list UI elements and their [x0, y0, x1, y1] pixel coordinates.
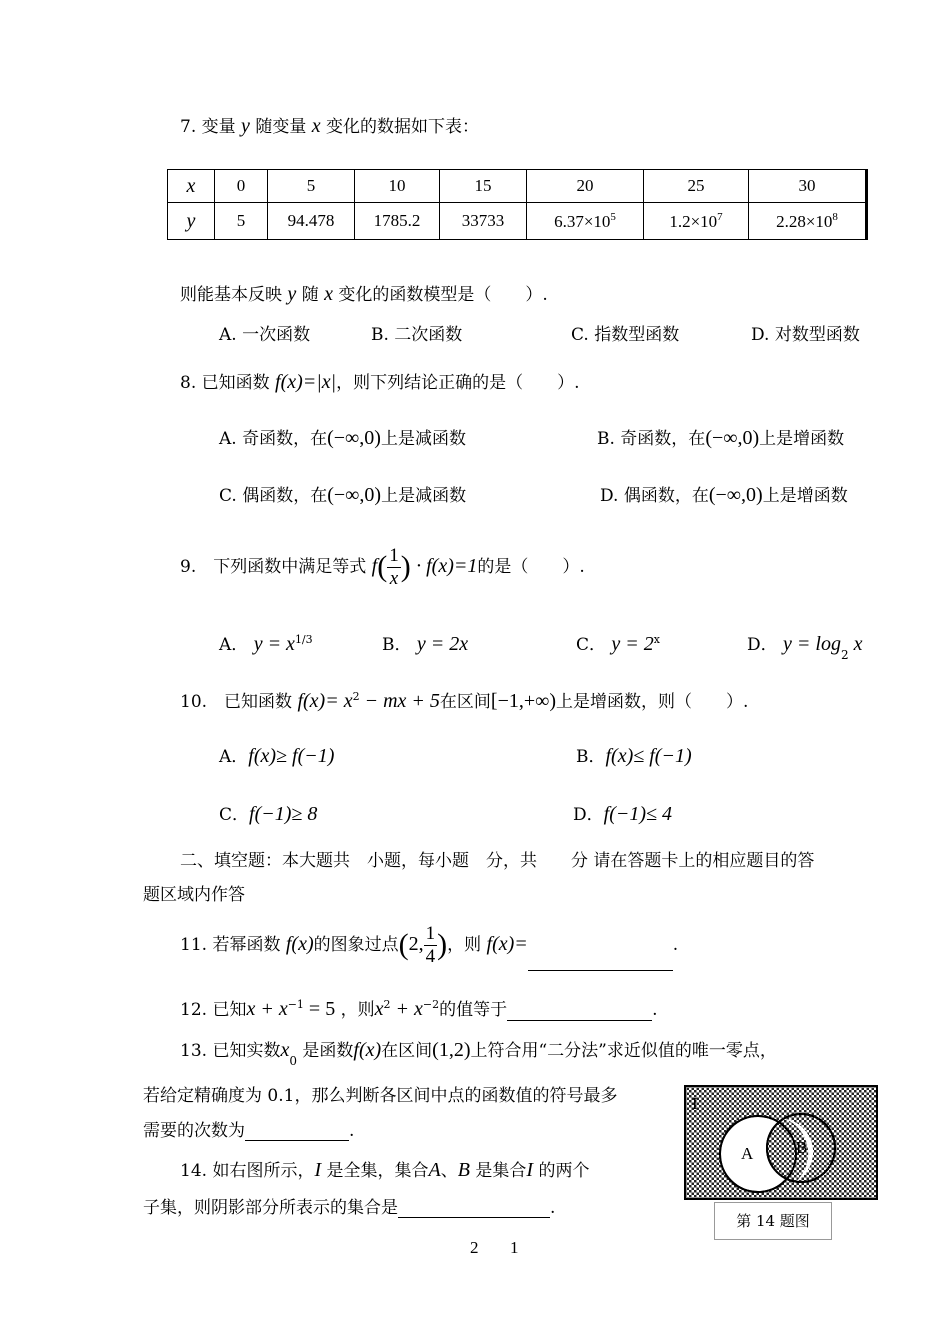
- table-cell: 20: [527, 170, 644, 203]
- answer-blank[interactable]: [528, 950, 673, 971]
- q7-option-a: A. 一次函数: [219, 325, 311, 345]
- q7-question: 则能基本反映 y 随 x 变化的函数模型是（ ）.: [180, 283, 548, 305]
- q9-stem: 9. 下列函数中满足等式 f( $\frac{1}{x}$ ) · f(x)=1的是（ ）.: [180, 545, 585, 589]
- fraction: $\frac{1}{4}$: [425, 923, 436, 967]
- table-cell: $6.37\times 10^5$: [527, 203, 644, 240]
- section2-heading: 二、填空题：本大题共 小题，每小题 分，共 分 请在答题卡上的相应题目的答: [180, 851, 815, 871]
- fraction: $\frac{1}{x}$: [389, 545, 399, 589]
- data-table: [167, 169, 868, 240]
- q14-line2: 子集，则阴影部分所表示的集合是 .: [143, 1198, 556, 1218]
- q11-stem: 11. 若幂函数 f(x)的图象过点(2, $\frac{1}{4}$ )，则 f(x)= .: [180, 918, 678, 971]
- page-number-right: 1: [510, 1238, 519, 1257]
- q9-option-d: D． $y = \log_2 x$: [747, 633, 863, 662]
- q8-option-a: A. 奇函数，在(−∞,0)上是减函数: [219, 427, 466, 449]
- table-cell: 25: [644, 170, 749, 203]
- table-cell: 30: [749, 170, 867, 203]
- table-cell: 0: [215, 170, 268, 203]
- q14-stem: 14. 如右图所示，I 是全集，集合A、B 是集合I 的两个: [180, 1159, 590, 1181]
- label-I: I: [692, 1094, 698, 1113]
- table-x-label: x: [168, 170, 215, 203]
- q8-option-c: C. 偶函数，在(−∞,0)上是减函数: [219, 484, 467, 506]
- q13-line2: 若给定精确度为 0.1，那么判断各区间中点的函数值的符号最多: [143, 1086, 618, 1106]
- q13-line3: 需要的次数为 .: [143, 1121, 355, 1141]
- page-number-left: 2: [470, 1238, 479, 1257]
- answer-blank[interactable]: [245, 1120, 349, 1141]
- q10-option-a: A．f(x)≥ f(−1): [219, 745, 335, 767]
- table-cell: 5: [215, 203, 268, 240]
- q9-option-a: A． $y = x^{1/3}$: [219, 633, 313, 655]
- q10-option-d: D．f(−1)≤ 4: [573, 803, 672, 825]
- venn-diagram: [684, 1085, 878, 1201]
- table-cell: 94.478: [268, 203, 355, 240]
- q9-option-b: B． y = 2x: [382, 633, 469, 655]
- table-cell: 5: [268, 170, 355, 203]
- q8-option-d: D. 偶函数，在(−∞,0)上是增函数: [600, 484, 848, 506]
- q7-option-b: B. 二次函数: [371, 325, 463, 345]
- q7-intro: 7. 变量 y 随变量 x 变化的数据如下表：: [180, 115, 480, 137]
- label-B: B: [796, 1138, 808, 1157]
- label-A: A: [741, 1144, 754, 1163]
- q13-stem: 13. 已知实数$x_0$ 是函数f(x)在区间(1,2)上符合用“二分法”求近似值的唯一零点，: [180, 1039, 777, 1068]
- table-cell: $2.28\times 10^8$: [749, 203, 867, 240]
- q8-stem: 8. 已知函数 f(x)=|x|，则下列结论正确的是（ ）.: [180, 371, 580, 393]
- section2-heading-cont: 题区域内作答: [143, 885, 245, 905]
- table-y-label: y: [168, 203, 215, 240]
- figure-caption: 第 14 题图: [714, 1202, 832, 1240]
- table-cell: 15: [440, 170, 527, 203]
- table-cell: $1.2\times 10^7$: [644, 203, 749, 240]
- table-cell: 33733: [440, 203, 527, 240]
- q10-option-c: C．f(−1)≥ 8: [219, 803, 318, 825]
- table-cell: 10: [355, 170, 440, 203]
- q12-stem: 12. 已知$x + x^{-1} = 5$ ，则$x^2 + x^{-2}$的值等于 .: [180, 998, 658, 1020]
- q8-option-b: B. 奇函数，在(−∞,0)上是增函数: [597, 427, 845, 449]
- q9-option-c: C． $y = 2^x$: [576, 633, 661, 655]
- table-cell: 1785.2: [355, 203, 440, 240]
- q10-stem: 10. 已知函数 $f(x)= x^2$ − mx + 5在区间[−1,+∞)上是增函数，则（ ）.: [180, 690, 749, 712]
- q7-option-d: D. 对数型函数: [751, 325, 860, 345]
- q7-option-c: C. 指数型函数: [571, 325, 680, 345]
- answer-blank[interactable]: [398, 1197, 550, 1218]
- q10-option-b: B．f(x)≤ f(−1): [576, 745, 692, 767]
- answer-blank[interactable]: [507, 1000, 652, 1021]
